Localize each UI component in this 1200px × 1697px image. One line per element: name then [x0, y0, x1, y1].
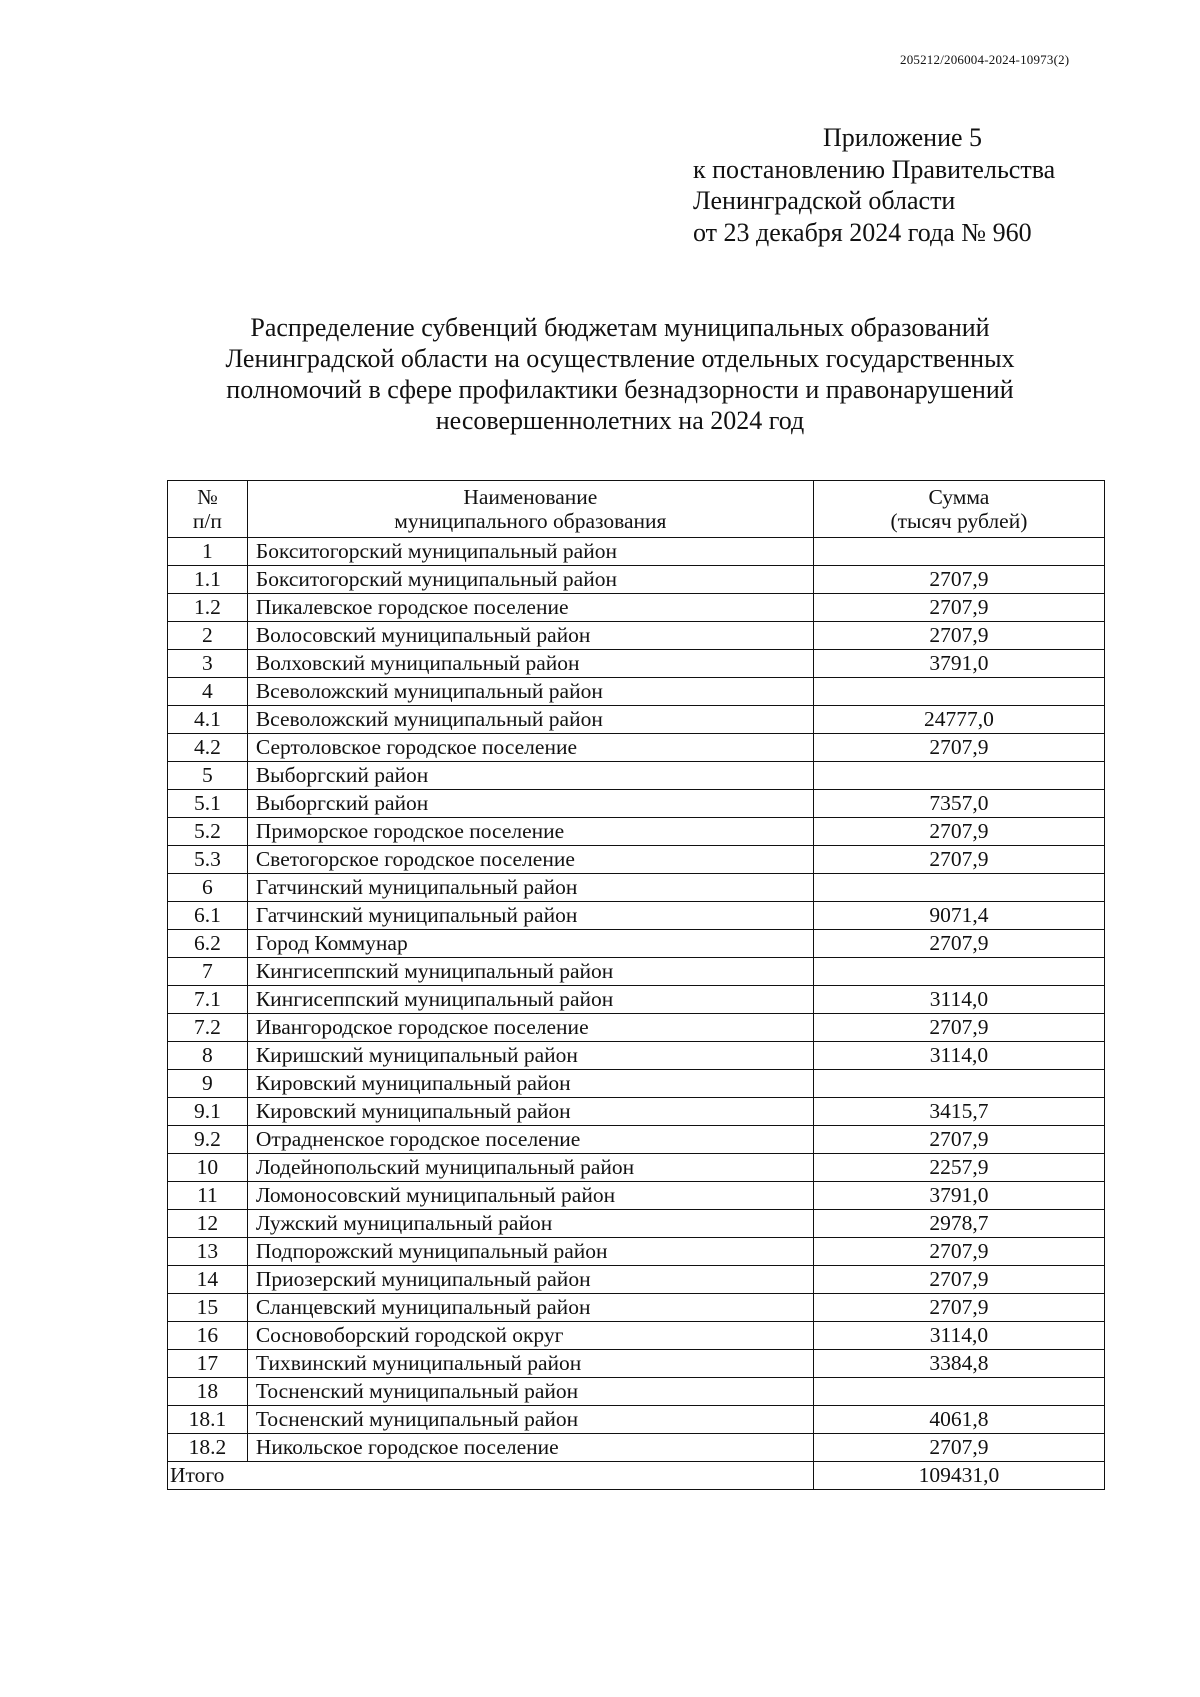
row-number: 8 [168, 1042, 248, 1070]
table-row [168, 650, 1105, 678]
appendix-block [693, 122, 1055, 248]
row-name: Пикалевское городское поселение [247, 594, 813, 622]
row-number: 5.2 [168, 818, 248, 846]
row-number: 4 [168, 678, 248, 706]
row-number: 1.2 [168, 594, 248, 622]
document-title [160, 312, 1080, 436]
row-name: Бокситогорский муниципальный район [247, 538, 813, 566]
title-line-3: полномочий в сфере профилактики безнадзорности и правонарушений [226, 375, 1014, 404]
table-row [168, 902, 1105, 930]
row-number: 6.2 [168, 930, 248, 958]
row-sum: 2257,9 [813, 1154, 1104, 1182]
row-sum: 3791,0 [813, 650, 1104, 678]
header-number-line-1: № [197, 485, 218, 509]
row-number: 6 [168, 874, 248, 902]
row-sum: 9071,4 [813, 902, 1104, 930]
header-sum-line-1: Сумма [928, 485, 990, 509]
row-number: 5.1 [168, 790, 248, 818]
row-number: 4.1 [168, 706, 248, 734]
row-sum: 3384,8 [813, 1350, 1104, 1378]
table-row [168, 818, 1105, 846]
row-number: 1 [168, 538, 248, 566]
row-sum: 2707,9 [813, 734, 1104, 762]
row-name: Сланцевский муниципальный район [247, 1294, 813, 1322]
table-row [168, 1210, 1105, 1238]
table-row [168, 874, 1105, 902]
table-row [168, 1322, 1105, 1350]
row-sum: 3415,7 [813, 1098, 1104, 1126]
row-sum [813, 958, 1104, 986]
table-row [168, 1014, 1105, 1042]
header-name-line-2: муниципального образования [394, 509, 667, 533]
table-row [168, 706, 1105, 734]
row-sum: 2707,9 [813, 594, 1104, 622]
title-line-4: несовершеннолетних на 2024 год [435, 406, 805, 435]
table-row [168, 958, 1105, 986]
row-name: Кингисеппский муниципальный район [247, 986, 813, 1014]
header-number-line-2: п/п [192, 509, 222, 533]
row-name: Выборгский район [247, 762, 813, 790]
row-number: 3 [168, 650, 248, 678]
row-number: 14 [168, 1266, 248, 1294]
table-row [168, 566, 1105, 594]
row-name: Сертоловское городское поселение [247, 734, 813, 762]
row-sum: 2707,9 [813, 1126, 1104, 1154]
table-header-row [168, 481, 1105, 538]
row-number: 15 [168, 1294, 248, 1322]
row-number: 7.2 [168, 1014, 248, 1042]
row-sum: 3114,0 [813, 1042, 1104, 1070]
appendix-region: Ленинградской области [693, 186, 956, 215]
title-line-1: Распределение субвенций бюджетам муниципальных образований [250, 313, 990, 342]
row-name: Гатчинский муниципальный район [247, 902, 813, 930]
table-row [168, 1098, 1105, 1126]
row-sum: 3114,0 [813, 986, 1104, 1014]
header-sum-line-2: (тысяч рублей) [890, 509, 1028, 533]
table-row [168, 734, 1105, 762]
row-name: Киришский муниципальный район [247, 1042, 813, 1070]
row-number: 18 [168, 1378, 248, 1406]
table-row [168, 594, 1105, 622]
table-row [168, 762, 1105, 790]
row-name: Кировский муниципальный район [247, 1098, 813, 1126]
row-sum: 24777,0 [813, 706, 1104, 734]
row-name: Светогорское городское поселение [247, 846, 813, 874]
row-number: 5 [168, 762, 248, 790]
row-sum: 2707,9 [813, 566, 1104, 594]
table-row [168, 790, 1105, 818]
row-name: Никольское городское поселение [247, 1434, 813, 1462]
row-sum: 7357,0 [813, 790, 1104, 818]
table-row [168, 1182, 1105, 1210]
row-sum: 2707,9 [813, 818, 1104, 846]
row-number: 18.2 [168, 1434, 248, 1462]
table-row [168, 622, 1105, 650]
row-number: 2 [168, 622, 248, 650]
row-sum: 4061,8 [813, 1406, 1104, 1434]
row-name: Лодейнопольский муниципальный район [247, 1154, 813, 1182]
row-number: 13 [168, 1238, 248, 1266]
row-number: 9.2 [168, 1126, 248, 1154]
row-number: 7.1 [168, 986, 248, 1014]
row-sum: 2707,9 [813, 1294, 1104, 1322]
table-row [168, 1406, 1105, 1434]
table-row [168, 986, 1105, 1014]
appendix-number: Приложение 5 [823, 123, 983, 152]
row-name: Кингисеппский муниципальный район [247, 958, 813, 986]
row-name: Приозерский муниципальный район [247, 1266, 813, 1294]
table-row [168, 1238, 1105, 1266]
row-name: Лужский муниципальный район [247, 1210, 813, 1238]
row-number: 4.2 [168, 734, 248, 762]
row-sum: 2707,9 [813, 1238, 1104, 1266]
table-row [168, 1434, 1105, 1462]
table-row [168, 1154, 1105, 1182]
row-name: Ивангородское городское поселение [247, 1014, 813, 1042]
table-row [168, 1042, 1105, 1070]
row-number: 5.3 [168, 846, 248, 874]
header-name-line-1: Наименование [463, 485, 598, 509]
row-name: Приморское городское поселение [247, 818, 813, 846]
row-number: 10 [168, 1154, 248, 1182]
row-number: 17 [168, 1350, 248, 1378]
table-row [168, 1350, 1105, 1378]
row-number: 1.1 [168, 566, 248, 594]
appendix-date: от 23 декабря 2024 года № 960 [693, 217, 1032, 247]
header-name [247, 481, 813, 538]
row-sum [813, 762, 1104, 790]
total-sum: 109431,0 [813, 1462, 1104, 1490]
header-number [168, 481, 248, 538]
row-number: 18.1 [168, 1406, 248, 1434]
row-sum: 3791,0 [813, 1182, 1104, 1210]
row-name: Всеволожский муниципальный район [247, 706, 813, 734]
total-label: Итого [168, 1462, 814, 1490]
row-sum [813, 538, 1104, 566]
table-row [168, 930, 1105, 958]
row-name: Выборгский район [247, 790, 813, 818]
row-name: Бокситогорский муниципальный район [247, 566, 813, 594]
row-name: Сосновоборский городской округ [247, 1322, 813, 1350]
row-name: Кировский муниципальный район [247, 1070, 813, 1098]
table-row [168, 1294, 1105, 1322]
title-line-2: Ленинградской области на осуществление отдельных государственных [225, 344, 1015, 373]
row-sum: 2707,9 [813, 846, 1104, 874]
row-sum [813, 678, 1104, 706]
row-sum: 2707,9 [813, 1014, 1104, 1042]
table-row [168, 1266, 1105, 1294]
table-body [168, 538, 1105, 1462]
row-name: Всеволожский муниципальный район [247, 678, 813, 706]
row-name: Ломоносовский муниципальный район [247, 1182, 813, 1210]
row-number: 9.1 [168, 1098, 248, 1126]
row-name: Подпорожский муниципальный район [247, 1238, 813, 1266]
row-name: Гатчинский муниципальный район [247, 874, 813, 902]
row-name: Город Коммунар [247, 930, 813, 958]
row-number: 11 [168, 1182, 248, 1210]
appendix-resolution: к постановлению Правительства [693, 154, 1056, 184]
subvention-table [167, 480, 1105, 1490]
row-sum [813, 1378, 1104, 1406]
document-id: 205212/206004-2024-10973(2) [900, 52, 1070, 67]
table-row [168, 1070, 1105, 1098]
row-sum: 2707,9 [813, 1266, 1104, 1294]
row-name: Тосненский муниципальный район [247, 1378, 813, 1406]
table-row [168, 1378, 1105, 1406]
row-sum [813, 1070, 1104, 1098]
total-row [168, 1462, 1105, 1490]
row-name: Тосненский муниципальный район [247, 1406, 813, 1434]
row-number: 12 [168, 1210, 248, 1238]
table-row [168, 678, 1105, 706]
table-row [168, 846, 1105, 874]
row-sum: 2707,9 [813, 930, 1104, 958]
header-sum [813, 481, 1104, 538]
table-row [168, 538, 1105, 566]
row-sum: 2707,9 [813, 1434, 1104, 1462]
row-sum: 3114,0 [813, 1322, 1104, 1350]
row-name: Тихвинский муниципальный район [247, 1350, 813, 1378]
row-name: Волховский муниципальный район [247, 650, 813, 678]
row-name: Отрадненское городское поселение [247, 1126, 813, 1154]
row-number: 16 [168, 1322, 248, 1350]
row-number: 9 [168, 1070, 248, 1098]
row-sum [813, 874, 1104, 902]
row-number: 7 [168, 958, 248, 986]
row-sum: 2978,7 [813, 1210, 1104, 1238]
row-number: 6.1 [168, 902, 248, 930]
row-name: Волосовский муниципальный район [247, 622, 813, 650]
table-row [168, 1126, 1105, 1154]
row-sum: 2707,9 [813, 622, 1104, 650]
